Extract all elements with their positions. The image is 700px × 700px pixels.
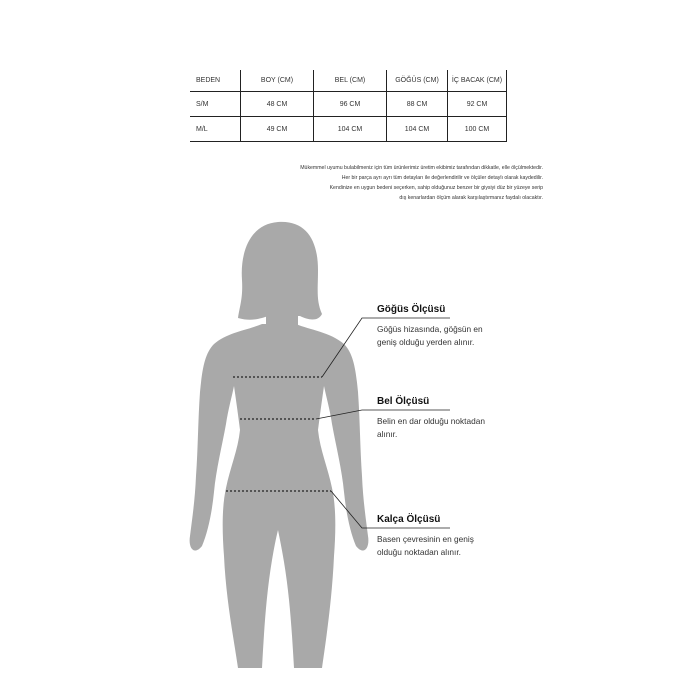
cell-boy: 49 CM (241, 117, 314, 142)
waist-description (377, 415, 485, 441)
waist-desc-line: Belin en dar olduğu noktadan (377, 416, 485, 426)
header-gogus: GÖĞÜS (CM) (387, 70, 448, 92)
note-line: Kendinize en uygun bedeni seçerken, sahip olduğunuz benzer bir giysiyi düz bir yüzeye serip (329, 185, 543, 191)
chest-desc-line: geniş olduğu yerden alınır. (377, 337, 475, 347)
cell-gogus: 104 CM (387, 117, 448, 142)
header-beden: BEDEN (190, 70, 241, 92)
cell-size: M/L (190, 117, 241, 142)
note-line: Mükemmel uyumu bulabilmeniz için tüm ürünlerimiz üretim ekibimiz tarafından dikkatle, elle ölçülmektedir. (300, 165, 543, 171)
hip-title: Kalça Ölçüsü (377, 514, 441, 525)
hip-label (377, 514, 474, 559)
cell-bel: 96 CM (314, 92, 387, 117)
cell-size: S/M (190, 92, 241, 117)
waist-label (377, 396, 485, 441)
cell-ic-bacak: 100 CM (448, 117, 507, 142)
header-boy: BOY (CM) (241, 70, 314, 92)
note-line: Her bir parça ayrı ayrı tüm detayları ile değerlendirilir ve ölçüler detaylı olarak kaydedilir. (341, 175, 543, 181)
waist-title: Bel Ölçüsü (377, 396, 430, 407)
chest-label (377, 304, 483, 349)
chest-title: Göğüs Ölçüsü (377, 304, 446, 315)
header-ic-bacak: İÇ BACAK (CM) (448, 70, 507, 92)
woman-silhouette (190, 222, 369, 668)
chest-description (377, 323, 483, 349)
hip-desc-line: Basen çevresinin en geniş (377, 534, 474, 544)
hip-desc-line: olduğu noktadan alınır. (377, 547, 461, 557)
cell-gogus: 88 CM (387, 92, 448, 117)
cell-ic-bacak: 92 CM (448, 92, 507, 117)
waist-desc-line: alınır. (377, 429, 398, 439)
hip-description (377, 533, 474, 559)
chest-desc-line: Göğüs hizasında, göğsün en (377, 324, 483, 334)
header-bel: BEL (CM) (314, 70, 387, 92)
cell-boy: 48 CM (241, 92, 314, 117)
note-line: dış kenarlardan ölçüm alarak karşılaştırmanız faydalı olacaktır. (399, 195, 543, 201)
cell-bel: 104 CM (314, 117, 387, 142)
